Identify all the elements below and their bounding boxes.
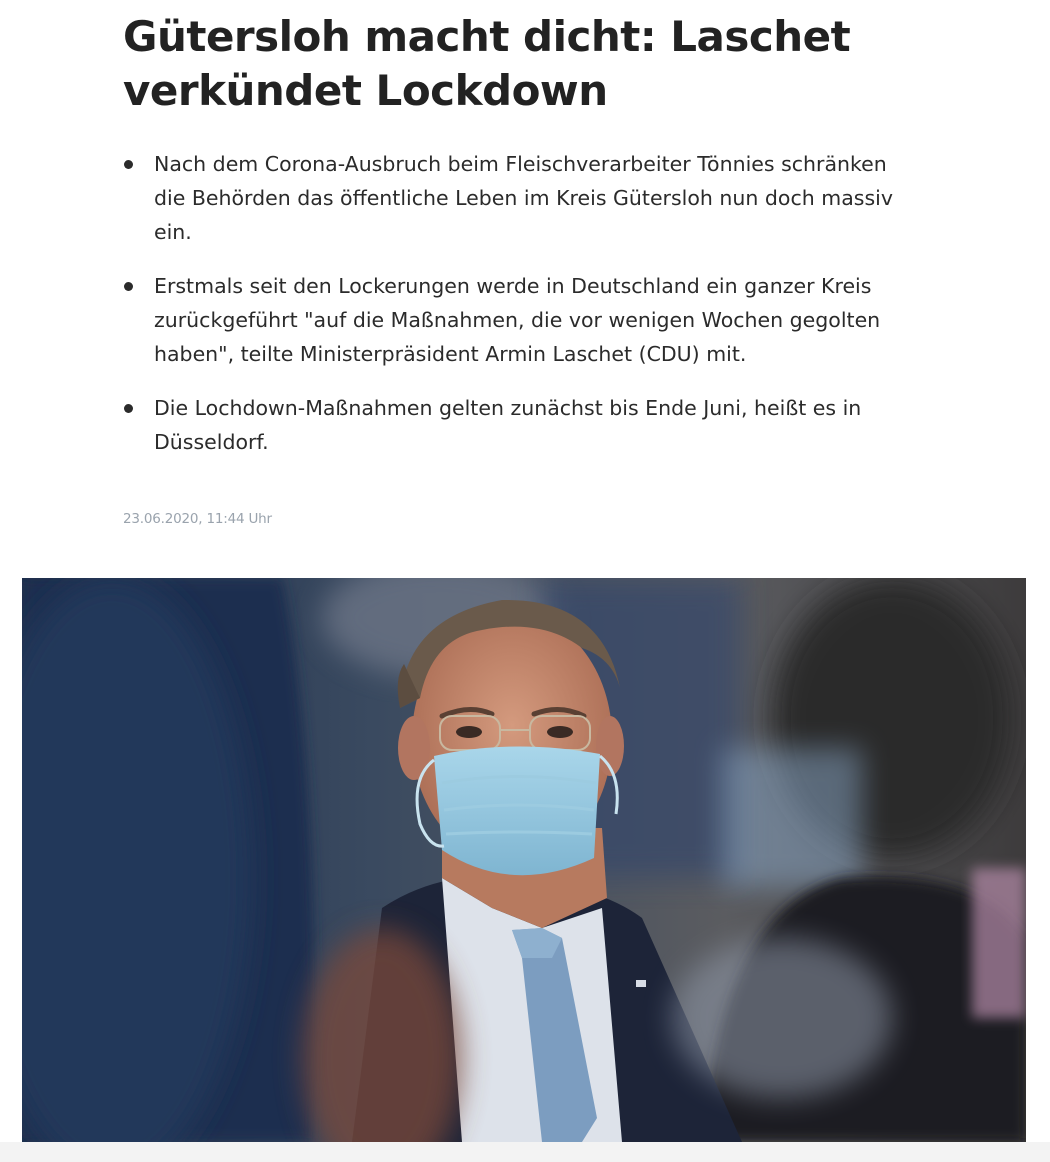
- hero-photo: [22, 578, 1026, 1142]
- summary-item-text: Erstmals seit den Lockerungen werde in Deutschland ein ganzer Kreis zurückgeführt "auf die Maßnahmen, die vor wenigen Wochen gegolten haben", teilte Ministerpräsident Armin Laschet (CDU) mit.: [154, 274, 881, 366]
- summary-item: [123, 391, 923, 459]
- page-bottom-strip: [0, 1142, 1050, 1162]
- bullet-dot-icon: [124, 160, 133, 169]
- summary-item-text: Nach dem Corona-Ausbruch beim Fleischverarbeiter Tönnies schränken die Behörden das öffentliche Leben im Kreis Gütersloh nun doch massiv ein.: [154, 152, 893, 244]
- summary-item: [123, 269, 923, 371]
- hero-photo-illustration: [22, 578, 1026, 1142]
- publish-timestamp: 23.06.2020, 11:44 Uhr: [123, 511, 272, 527]
- bullet-dot-icon: [124, 404, 133, 413]
- summary-item: [123, 147, 923, 249]
- summary-list: [123, 147, 923, 479]
- summary-item-text: Die Lochdown-Maßnahmen gelten zunächst bis Ende Juni, heißt es in Düsseldorf.: [154, 396, 862, 454]
- bullet-dot-icon: [124, 282, 133, 291]
- article-headline: Gütersloh macht dicht: Laschet verkündet Lockdown: [123, 12, 851, 115]
